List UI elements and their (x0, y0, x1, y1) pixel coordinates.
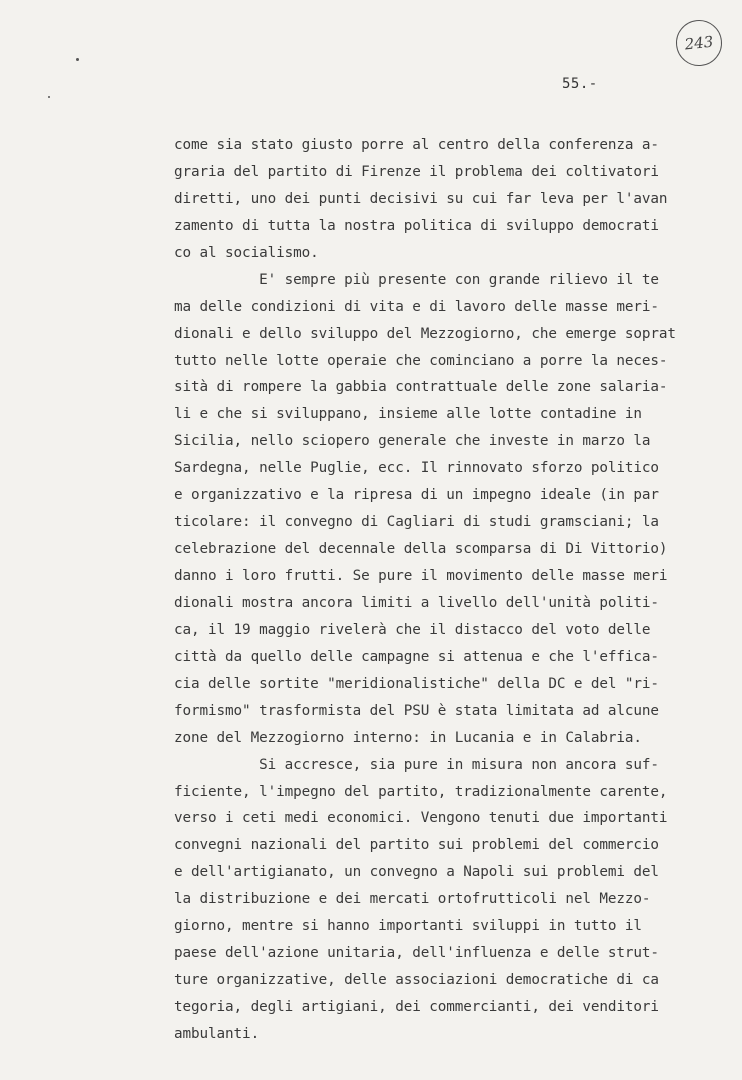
typed-text-body (174, 132, 694, 1048)
text-line: cia delle sortite "meridionalistiche" della DC e del "ri- (174, 675, 659, 692)
text-line: verso i ceti medi economici. Vengono tenuti due importanti (174, 810, 668, 827)
text-line: come sia stato giusto porre al centro della conferenza a- (174, 137, 659, 153)
text-line: e dell'artigianato, un convegno a Napoli sui problemi del (174, 864, 659, 881)
text-line: celebrazione del decennale della scomparsa di Di Vittorio) (174, 541, 668, 558)
text-line: E' sempre più presente con grande rilievo il te (174, 271, 659, 288)
text-line: ca, il 19 maggio rivelerà che il distacco del voto delle (174, 621, 651, 638)
text-line: sità di rompere la gabbia contrattuale delle zone salaria- (174, 379, 668, 396)
text-line: ticolare: il convegno di Cagliari di studi gramsciani; la (174, 514, 659, 531)
text-line: ture organizzative, delle associazioni democratiche di ca (174, 972, 659, 989)
text-line: ma delle condizioni di vita e di lavoro delle masse meri- (174, 298, 659, 315)
text-line: formismo" trasformista del PSU è stata limitata ad alcune (174, 702, 659, 719)
archive-stamp-number: 243 (683, 32, 715, 54)
text-line: co al socialismo. (174, 244, 319, 261)
text-line: Sardegna, nelle Puglie, ecc. Il rinnovato sforzo politico (174, 460, 659, 477)
archive-stamp (674, 18, 725, 69)
text-line: e organizzativo e la ripresa di un impegno ideale (in par (174, 487, 659, 504)
text-line: Sicilia, nello sciopero generale che investe in marzo la (174, 433, 651, 450)
text-line: ficiente, l'impegno del partito, tradizionalmente carente, (174, 783, 668, 800)
page-number: 55.- (562, 76, 598, 92)
text-line: ambulanti. (174, 1025, 260, 1042)
text-line: convegni nazionali del partito sui problemi del commercio (174, 837, 659, 854)
scan-speck (48, 96, 50, 98)
text-line: graria del partito di Firenze il problema dei coltivatori (174, 163, 659, 180)
text-line: giorno, mentre si hanno importanti sviluppi in tutto il (174, 918, 642, 935)
text-line: tegoria, degli artigiani, dei commercianti, dei venditori (174, 999, 659, 1015)
text-line: paese dell'azione unitaria, dell'influenza e delle strut- (174, 945, 659, 962)
text-line: tutto nelle lotte operaie che cominciano a porre la neces- (174, 352, 668, 369)
scan-speck (76, 58, 79, 61)
text-line: città da quello delle campagne si attenua e che l'effica- (174, 648, 659, 665)
text-line: dionali e dello sviluppo del Mezzogiorno, che emerge soprat (174, 325, 676, 342)
text-line: dionali mostra ancora limiti a livello dell'unità politi- (174, 594, 659, 611)
text-line: zone del Mezzogiorno interno: in Lucania e in Calabria. (174, 729, 642, 746)
text-line: li e che si sviluppano, insieme alle lotte contadine in (174, 406, 642, 423)
text-line: danno i loro frutti. Se pure il movimento delle masse meri (174, 568, 668, 584)
text-line: la distribuzione e dei mercati ortofrutticoli nel Mezzo- (174, 891, 651, 908)
text-line: Si accresce, sia pure in misura non ancora suf- (174, 756, 659, 773)
text-line: diretti, uno dei punti decisivi su cui far leva per l'avan (174, 190, 668, 207)
text-line: zamento di tutta la nostra politica di sviluppo democrati (174, 217, 659, 234)
